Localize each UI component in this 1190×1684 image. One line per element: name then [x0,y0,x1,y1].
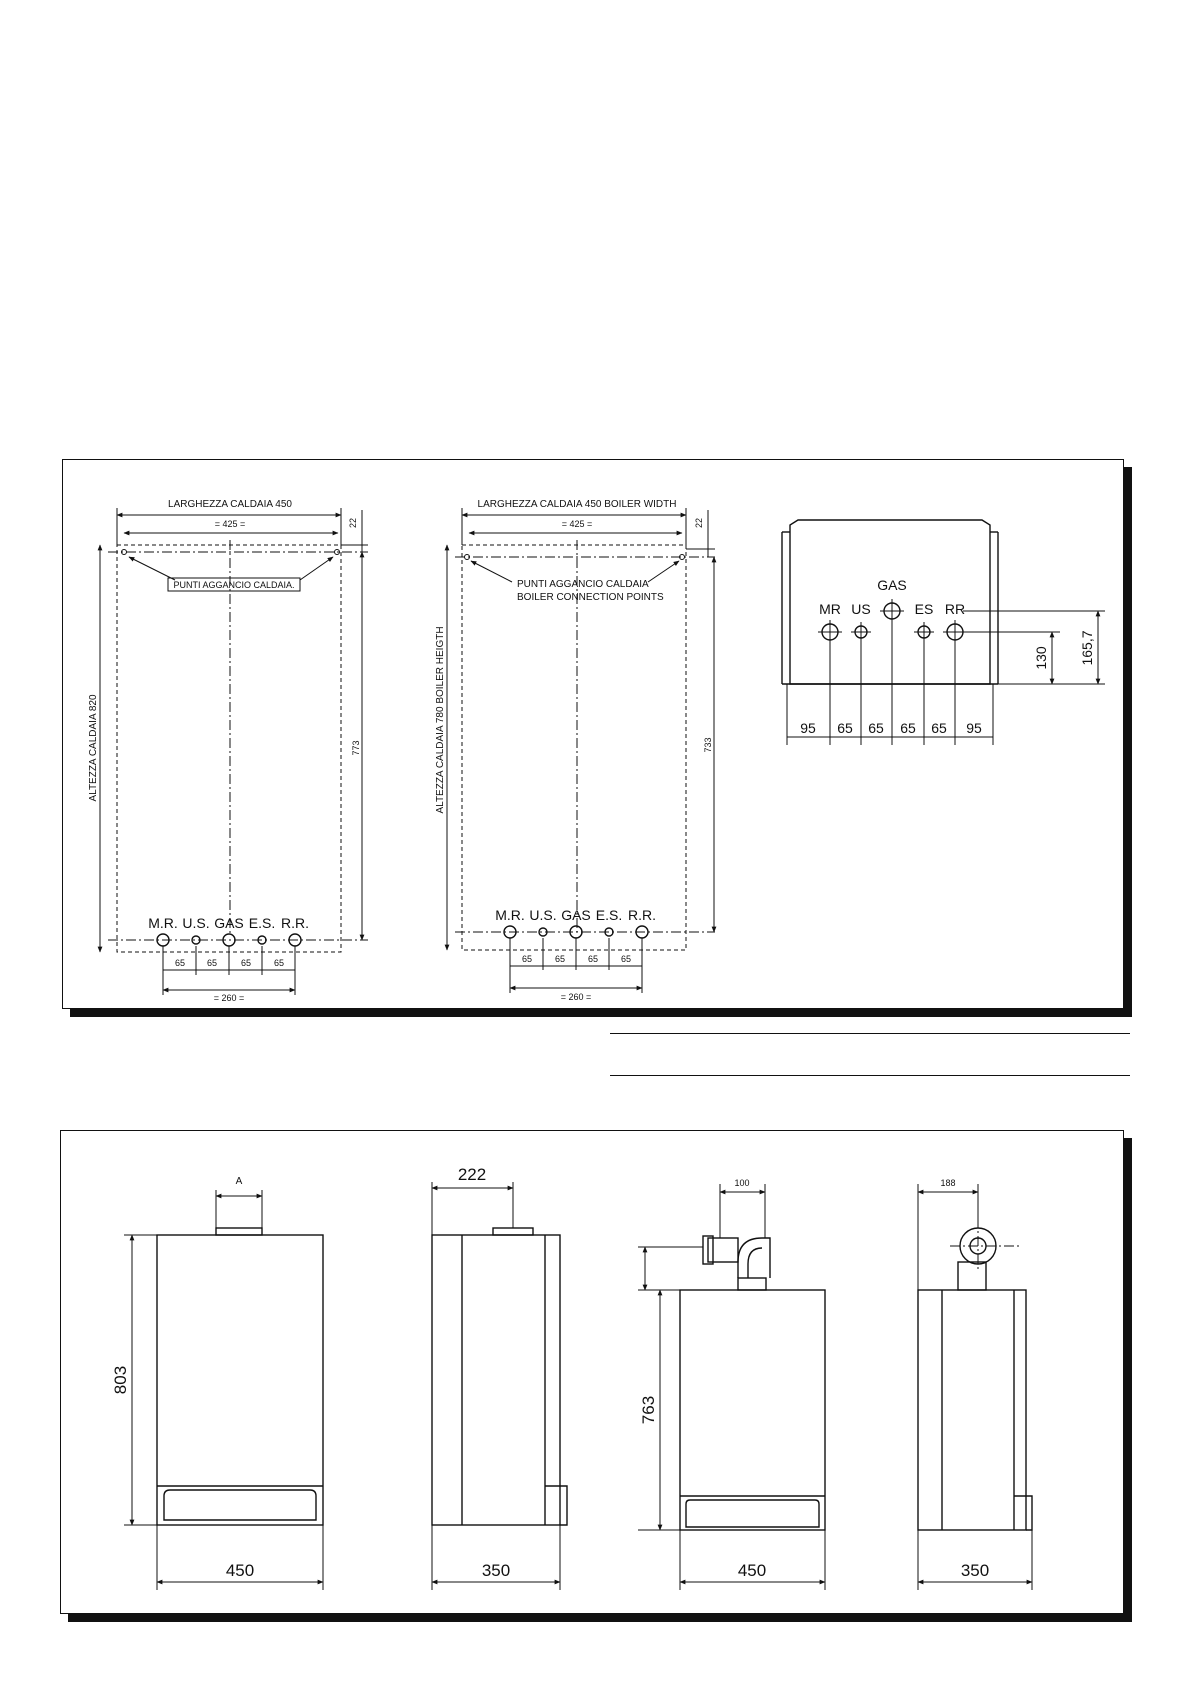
height-803-label: 803 [111,1365,130,1395]
spacing-label: 65 [900,720,916,736]
total-spacing-label: = 260 = [560,992,592,1002]
connection-label: R.R. [628,907,656,923]
width-450-label: 450 [737,1561,767,1580]
connection-label: E.S. [248,915,276,931]
connection-label: US [851,601,871,617]
hook-spacing-label: = 425 = [214,519,246,529]
offset-label: 22 [348,517,358,529]
spacing-label: 65 [587,954,599,964]
total-spacing-label: = 260 = [213,993,245,1003]
spacing-label: 65 [837,720,853,736]
connection-label: R.R. [281,915,309,931]
connection-label: M.R. [148,915,178,931]
depth-222-label: 222 [457,1165,487,1184]
boiler-side-view [432,1182,567,1590]
spacing-label: 65 [868,720,884,736]
connection-label: GAS [214,915,244,931]
hook-spacing-label: = 425 = [561,519,593,529]
hook-points-label: PUNTI AGGANCIO CALDAIA. [173,580,295,590]
vertical-dimension-label: 733 [703,737,713,753]
connection-label: MR [819,601,841,617]
spacing-label: 65 [206,958,218,968]
hook-points-label: PUNTI AGGANCIO CALDAIA [517,579,649,590]
height-label: ALTEZZA CALDAIA 780 BOILER HEIGTH [435,626,446,814]
height-165-label: 165,7 [1079,630,1095,666]
boiler-front-view [124,1190,323,1590]
spacing-label: 65 [521,954,533,964]
width-450-label: 450 [225,1561,255,1580]
boiler-bottom-connections-drawing [782,520,1105,745]
flue-100-label: 100 [734,1178,750,1188]
connection-label: U.S. [529,907,557,923]
spacing-label: 65 [931,720,947,736]
connection-label: U.S. [182,915,210,931]
boiler-side-view-with-flue [918,1184,1032,1590]
gas-label: GAS [877,577,907,593]
connection-label: ES [914,601,934,617]
boiler-front-view-with-flue [638,1184,825,1590]
width-350-label: 350 [481,1561,511,1580]
width-350-label: 350 [960,1561,990,1580]
connection-label: E.S. [595,907,623,923]
height-130-label: 130 [1033,646,1049,670]
spacing-label: 65 [273,958,285,968]
width-label: LARGHEZZA CALDAIA 450 BOILER WIDTH [477,499,677,510]
offset-label: 22 [694,517,704,529]
dimension-a-label: A [235,1176,243,1187]
spacing-label: 65 [554,954,566,964]
vertical-dimension-label: 773 [351,740,361,756]
spacing-label: 65 [620,954,632,964]
width-label: LARGHEZZA CALDAIA 450 [168,499,292,510]
hook-points-label-en: BOILER CONNECTION POINTS [517,592,664,603]
flue-188-label: 188 [940,1178,956,1188]
spacing-label: 65 [174,958,186,968]
connection-label: RR [944,601,966,617]
spacing-label: 65 [240,958,252,968]
height-label: ALTEZZA CALDAIA 820 [88,694,99,802]
height-763-label: 763 [639,1395,658,1425]
connection-label: M.R. [495,907,525,923]
spacing-label: 95 [966,720,982,736]
spacing-label: 95 [800,720,816,736]
connection-label: GAS [561,907,591,923]
